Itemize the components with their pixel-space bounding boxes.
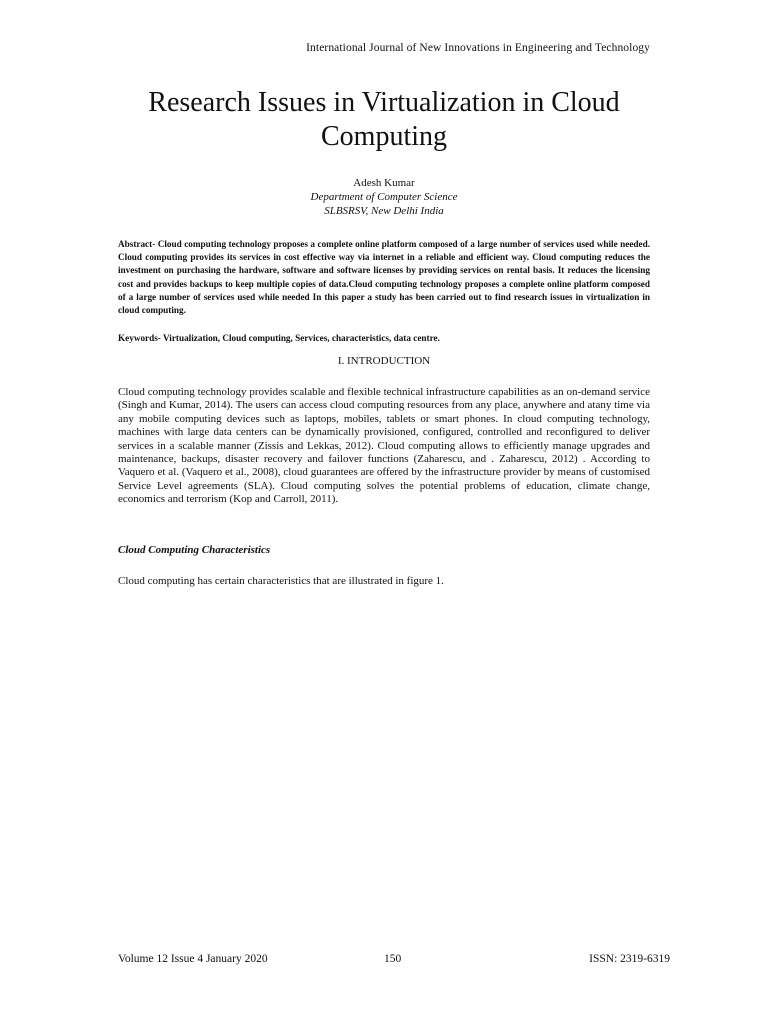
footer-page-number: 150 xyxy=(384,953,402,965)
author-block xyxy=(118,176,650,218)
abstract: Abstract- Cloud computing technology proposes a complete online platform composed of a large number of services used while needed. Cloud computing provides its services in cost effective way via internet in a reliable and efficient way. Cloud computing reduces the investment on purchasing the hardware, software and software licenses by providing services on rental basis. It reduces the licensing cost and provides backups to keep multiple copies of data.Cloud computing technology proposes a complete online platform composed of a large number of services used while needed In this paper a study has been carried out to find research issues in virtualization in cloud computing. xyxy=(118,239,650,316)
author-department: Department of Computer Science xyxy=(310,191,458,203)
introduction-paragraph: Cloud computing technology provides scalable and flexible technical infrastructure capabilities as an on-demand service (Singh and Kumar, 2014). The users can access cloud computing resources from any place, anywhere and atany time via any mobile computing devices such as laptops, mobiles, tablets or smart phones. In cloud computing technology, machines with large data centers can be dynamically provisioned, configured, controlled and reconfigured to deliver services in a scalable manner (Zissis and Lekkas, 2012). Cloud computing allows to efficiently manage upgrades and maintenance, backups, disaster recovery and failover functions (Zaharescu, and . Zaharescu, 2012) . According to Vaquero et al. (Vaquero et al., 2008), cloud guarantees are offered by the infrastructure provider by means of customised Service Level agreements (SLA). Cloud computing solves the potential problems of education, climate change, economics and terrorism (Kop and Carroll, 2011). xyxy=(118,386,650,506)
paper-title: Research Issues in Virtualization in Cloud Computing xyxy=(148,87,620,152)
characteristics-paragraph: Cloud computing has certain characteristics that are illustrated in figure 1. xyxy=(118,575,444,587)
footer-volume: Volume 12 Issue 4 January 2020 xyxy=(118,953,268,965)
author-name: Adesh Kumar xyxy=(353,177,415,189)
subsection-heading-characteristics: Cloud Computing Characteristics xyxy=(118,544,271,556)
author-institution: SLBSRSV, New Delhi India xyxy=(324,205,444,217)
journal-running-head: International Journal of New Innovations in Engineering and Technology xyxy=(306,42,650,54)
section-heading-introduction: I. INTRODUCTION xyxy=(337,355,431,367)
footer-issn: ISSN: 2319-6319 xyxy=(589,953,670,965)
keywords: Keywords- Virtualization, Cloud computing, Services, characteristics, data centre. xyxy=(118,333,440,343)
